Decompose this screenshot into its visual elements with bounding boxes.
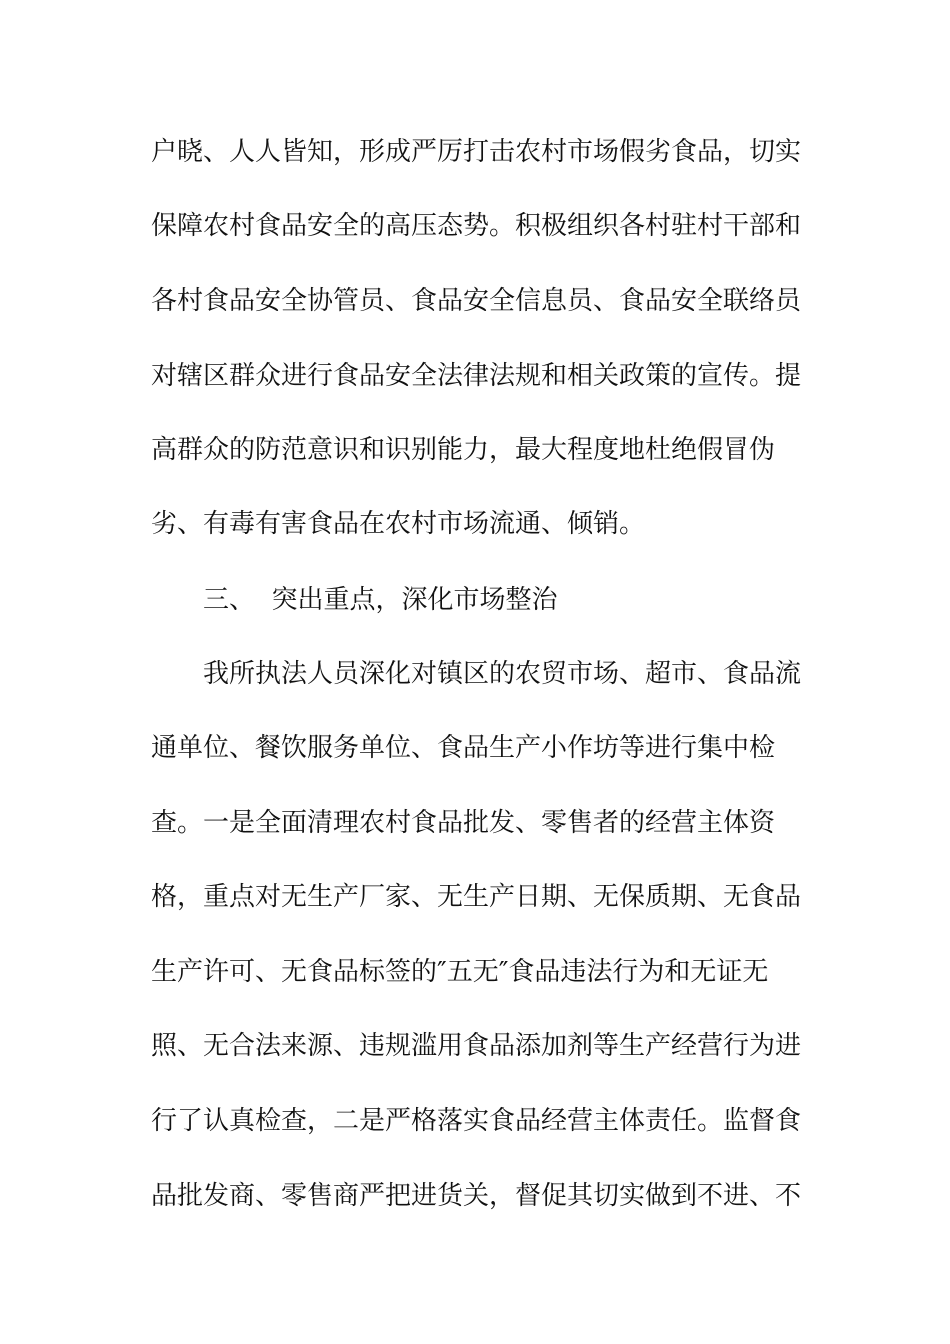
text-line: 格，重点对无生产厂家、无生产日期、无保质期、无食品 [151,882,802,912]
text-line: 品批发商、零售商严把进货关，督促其切实做到不进、不 [151,1181,802,1211]
text-line: 劣、有毒有害食品在农村市场流通、倾销。 [151,509,646,539]
text-line: 对辖区群众进行食品安全法律法规和相关政策的宣传。提 [151,361,802,391]
text-line: 户晓、人人皆知，形成严厉打击农村市场假劣食品，切实 [151,137,802,167]
paragraph-first-line: 我所执法人员深化对镇区的农贸市场、超市、食品流 [203,659,802,689]
text-line: 行了认真检查，二是严格落实食品经营主体责任。监督食 [151,1106,802,1136]
text-line: 照、无合法来源、违规滥用食品添加剂等生产经营行为进 [151,1031,802,1061]
text-line: 保障农村食品安全的高压态势。积极组织各村驻村干部和 [151,211,802,241]
text-line: 通单位、餐饮服务单位、食品生产小作坊等进行集中检 [151,733,776,763]
text-line: 各村食品安全协管员、食品安全信息员、食品安全联络员 [151,286,802,316]
section-heading: 三、 突出重点，深化市场整治 [203,585,558,615]
text-line: 查。一是全面清理农村食品批发、零售者的经营主体资 [151,808,776,838]
text-line: 高群众的防范意识和识别能力，最大程度地杜绝假冒伪 [151,435,776,465]
text-line: 生产许可、无食品标签的″五无″食品违法行为和无证无 [151,957,769,987]
